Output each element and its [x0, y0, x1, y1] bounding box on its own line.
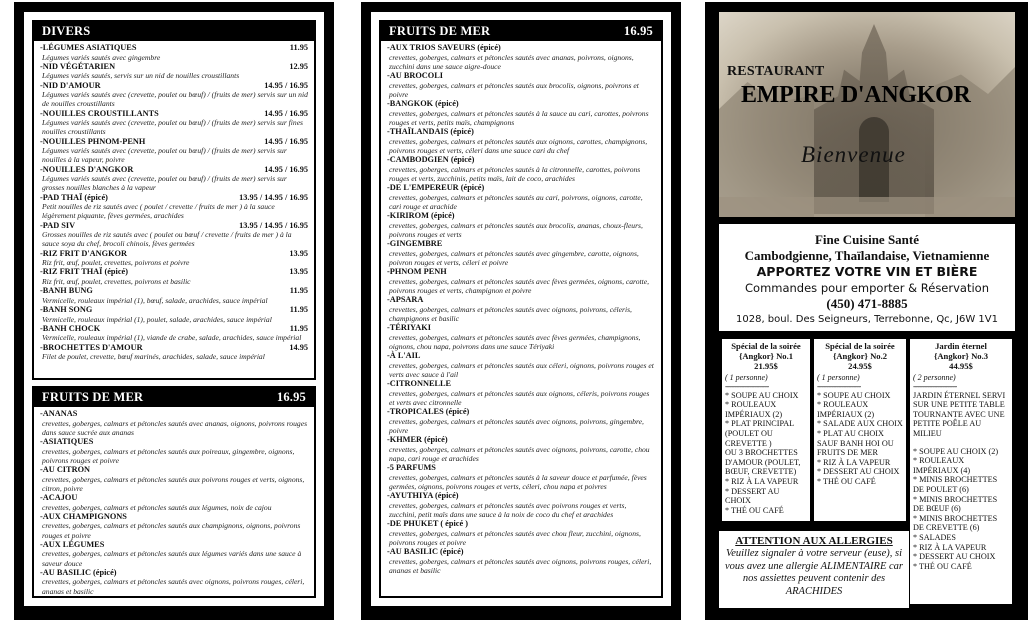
menu-item-name: -BROCHETTES D'AMOUR: [40, 342, 143, 352]
hero-banner: [719, 12, 1015, 217]
special-line: * SOUPE AU CHOIX: [817, 390, 891, 400]
menu-item-header: [387, 547, 655, 557]
menu-item-name: -KHMER (épicé): [387, 435, 448, 444]
menu-item: [40, 465, 308, 493]
menu-item-name: -LÉGUMES ASIATIQUES: [40, 43, 137, 52]
menu-item: [387, 379, 655, 407]
menu-item: [387, 351, 655, 379]
menu-panel-middle: [361, 2, 681, 620]
menu-item-price: 13.95 / 14.95 / 16.95: [239, 220, 308, 230]
special-price: 44.95$: [949, 361, 973, 371]
menu-item-price: 11.95: [289, 43, 308, 52]
menu-item-header: [387, 71, 655, 81]
menu-item-name: -RIZ FRIT D'ANGKOR: [40, 248, 127, 258]
special-subtitle: {Angkor} No.3: [933, 351, 989, 361]
special-line: * THÉ OU CAFÉ: [725, 505, 784, 515]
menu-item-description: Vermicelle, rouleaux impérial (1), bœuf, salade, arachides, sauce impérial: [42, 295, 268, 305]
special-price: 24.95$: [848, 361, 872, 371]
menu-item-name: -PAD THAÏ (épicé): [40, 192, 108, 202]
special-card: [910, 339, 1012, 604]
menu-item-description: crevettes, goberges, calmars et pétoncles sautés aux champignons, oignons, poivrons rouges et poivre: [42, 521, 301, 540]
menu-item-header: [387, 463, 655, 473]
menu-item-name: -DE PHUKET ( épicé ): [387, 519, 468, 528]
menu-item-description: crevettes, goberges, calmars et pétoncles sautés avec fèves germées, oignons, carotte, poivrons rouges et verts, champignon et poivre: [389, 276, 650, 295]
menu-item-name: -APSARA: [387, 295, 424, 304]
menu-item: [40, 193, 308, 221]
menu-item: [40, 109, 308, 137]
menu-item-price: 14.95 / 16.95: [264, 80, 308, 90]
menu-item-name: -GINGEMBRE: [387, 239, 443, 248]
special-subtitle: {Angkor} No.1: [738, 351, 794, 361]
special-line: * MINIS BROCHETTES DE POULET (6): [913, 475, 998, 494]
menu-item-price: 13.95: [289, 267, 308, 277]
special-title: Jardin éternel: [935, 341, 987, 351]
menu-item-description: crevettes, goberges, calmars et pétoncles sautés avec oignons, poivrons, céleris, champignons et basilic: [389, 304, 632, 323]
menu-item-header: [387, 267, 655, 277]
menu-item-header: [40, 286, 308, 296]
menu-item: [387, 323, 655, 351]
menu-item-name: -AUX CHAMPIGNONS: [40, 511, 127, 521]
section-fruits-de-mer: [32, 386, 316, 598]
special-persons: ( 1 personne): [725, 373, 768, 382]
section-title: DIVERS: [42, 24, 91, 38]
menu-item-description: crevettes, goberges, calmars et pétoncles sautés à la sauce au cari, carottes, poivrons rouges et verts, petits maïs, champignons: [389, 108, 649, 127]
menu-item-description: crevettes, goberges, calmars et pétoncles sautés avec oignons, poivrons rouges, céleri, ananas et basilic: [389, 556, 652, 575]
menu-item-name: -BANH CHOCK: [40, 323, 101, 333]
menu-item-description: Grosses nouilles de riz sautés avec ( poulet ou bœuf / crevette / fruits de mer ) à la sauce soya du chef, brocoli chinois, fèves germées: [42, 230, 292, 249]
menu-item: [387, 155, 655, 183]
menu-item-description: crevettes, goberges, calmars et pétoncles sautés aux brocolis, oignons, poivrons et poivre: [389, 80, 639, 99]
menu-item: [387, 547, 655, 575]
menu-item-description: Filet de poulet, crevette, bœuf marinés, arachides, salade, sauce impérial: [42, 352, 265, 362]
menu-item-header: [40, 512, 308, 522]
menu-item-name: -CITRONNELLE: [387, 379, 452, 388]
menu-item-header: [387, 99, 655, 109]
menu-item-header: [40, 193, 308, 203]
restaurant-label: RESTAURANT: [727, 64, 825, 79]
section-price: 16.95: [623, 24, 653, 38]
menu-item-description: crevettes, goberges, calmars et pétoncles sautés à la saveur douce et parfumée, fèves germées, oignons, poivrons rouges et verts, céleri, chou napa et poivres: [389, 472, 647, 491]
menu-item-name: -NID VÉGÉTARIEN: [40, 61, 116, 71]
menu-item: [387, 183, 655, 211]
allergy-notice: [719, 528, 909, 608]
section-header: [34, 22, 314, 41]
special-line: * SOUPE AU CHOIX (2): [913, 446, 999, 456]
menu-item: [40, 249, 308, 268]
menu-item-name: -PHNOM PENH: [387, 267, 447, 276]
menu-item-name: -ANANAS: [40, 409, 78, 418]
special-separator: --------------------------: [725, 382, 769, 391]
menu-item-description: Légumes variés sautés avec (crevette, poulet ou bœuf) / (fruits de mer) servis sur grosses nouilles blanches à la vapeur: [42, 174, 287, 193]
phone-number: (450) 471-8885: [826, 296, 908, 311]
menu-item: [387, 239, 655, 267]
section-fruits-de-mer: [379, 20, 663, 598]
menu-item-description: Légumes variés sautés avec (crevette, poulet ou bœuf) / (fruits de mer) servis sur un nid de nouilles croustillants: [42, 90, 308, 109]
restaurant-name: EMPIRE D'ANGKOR: [741, 82, 971, 108]
menu-item-description: crevettes, goberges, calmars et pétoncles sautés au cari, poivrons, oignons, carotte, cari rouge et arachide: [389, 192, 643, 211]
menu-item-list: [34, 407, 314, 596]
menu-item-header: [40, 409, 308, 419]
special-line: * ROULEAUX IMPÉRIAUX (2): [817, 400, 875, 419]
special-line: * SALADE AUX CHOIX: [817, 419, 903, 429]
welcome-text: Bienvenue: [801, 142, 906, 167]
menu-item-header: [40, 62, 308, 72]
special-card: [722, 339, 810, 521]
menu-item-header: [387, 183, 655, 193]
menu-item-name: -RIZ FRIT THAÏ (épicé): [40, 267, 128, 277]
menu-item-name: -KIRIROM (épicé): [387, 211, 455, 220]
menu-item-header: [40, 267, 308, 277]
menu-item: [40, 267, 308, 286]
menu-item-name: -NOUILLES PHNOM-PENH: [40, 136, 146, 146]
restaurant-info: [719, 224, 1015, 331]
menu-item: [40, 437, 308, 465]
cuisine-types: Cambodgienne, Thaïlandaise, Vietnamienne: [744, 248, 990, 263]
menu-item-header: [40, 81, 308, 91]
special-persons: ( 2 personne): [913, 373, 956, 382]
section-price: 16.95: [276, 390, 306, 404]
menu-item-name: -AU BROCOLI: [387, 71, 444, 80]
menu-item-list: [381, 41, 661, 575]
menu-item: [40, 81, 308, 109]
menu-item-header: [40, 165, 308, 175]
menu-item-name: -AU CITRON: [40, 465, 91, 474]
menu-item-price: 14.95 / 16.95: [264, 164, 308, 174]
menu-box: [32, 20, 316, 598]
menu-item-name: -ASIATIQUES: [40, 437, 94, 446]
menu-item-header: [40, 343, 308, 353]
menu-item-description: crevettes, goberges, calmars et pétoncles sautés aux poivrons rouges et verts, oignons, citron, poivre: [42, 474, 305, 493]
menu-item-header: [40, 137, 308, 147]
menu-item-name: -THAÏLANDAIS (épicé): [387, 127, 474, 136]
menu-item-header: [40, 109, 308, 119]
menu-item-description: crevettes, goberges, calmars et pétoncles sautés avec chou fleur, zucchini, oignons, poivrons rouges et poivre: [389, 528, 641, 547]
special-persons: ( 1 personne): [817, 373, 860, 382]
menu-item: [40, 343, 308, 362]
menu-item-description: Riz frit, œuf, poulet, crevettes, poivrons et basilic: [42, 276, 191, 286]
menu-item: [387, 435, 655, 463]
menu-item-price: 13.95: [289, 248, 308, 258]
menu-item-header: [40, 568, 308, 578]
menu-item: [387, 295, 655, 323]
menu-item-description: crevettes, goberges, calmars et pétoncles sautés aux légumes, noix de cajou: [42, 502, 272, 512]
allergy-text: Veuillez signaler à votre serveur (euse), si vous avez une allergie ALIMENTAIRE car nos assiettes peuvent contenir des ARACHIDES: [725, 548, 903, 597]
menu-item-name: -NOUILLES D'ANGKOR: [40, 164, 134, 174]
menu-item: [40, 512, 308, 540]
menu-item-price: 14.95: [289, 342, 308, 352]
menu-item-header: [40, 437, 308, 447]
section-header: [34, 388, 314, 407]
special-line: * ROULEAUX IMPÉRIAUX (2): [725, 400, 783, 419]
menu-item-description: crevettes, goberges, calmars et pétoncles sautés avec fèves germées, champignons, oignons, chou napa, poivrons dans une sauce Tériyaki: [389, 332, 641, 351]
special-line: * SALADES: [913, 532, 956, 542]
menu-item-name: -À L'AIL: [387, 351, 421, 360]
menu-item-header: [40, 249, 308, 259]
menu-item-header: [387, 491, 655, 501]
special-line: * DESSERT AU CHOIX: [725, 486, 780, 506]
menu-item: [40, 137, 308, 165]
menu-item-header: [40, 43, 308, 53]
menu-item: [40, 165, 308, 193]
menu-item-name: -ACAJOU: [40, 493, 78, 502]
menu-item-header: [387, 43, 655, 53]
special-separator: --------------------------: [817, 382, 861, 391]
menu-item: [40, 324, 308, 343]
byob-notice: APPORTEZ VOTRE VIN ET BIÈRE: [756, 264, 978, 279]
menu-item: [40, 62, 308, 81]
menu-item-name: -CAMBODGIEN (épicé): [387, 155, 475, 164]
menu-item-header: [40, 221, 308, 231]
special-line: * RIZ À LA VAPEUR: [817, 457, 891, 467]
address: 1028, boul. Des Seigneurs, Terrebonne, Qc, J6W 1V1: [736, 314, 998, 325]
menu-item-description: Légumes variés sautés avec (crevette, poulet ou bœuf) / (fruits de mer) servis sur nouilles à la vapeur, poivre: [42, 146, 287, 165]
menu-item-price: 14.95 / 16.95: [264, 108, 308, 118]
menu-item-price: 13.95 / 14.95 / 16.95: [239, 192, 308, 202]
special-line: * RIZ À LA VAPEUR: [725, 476, 799, 486]
menu-item-header: [40, 493, 308, 503]
menu-item: [40, 305, 308, 324]
menu-item-name: -TÉRIYAKI: [387, 323, 431, 332]
menu-item-list: [34, 41, 314, 361]
menu-item: [40, 540, 308, 568]
section-title: FRUITS DE MER: [389, 24, 491, 38]
special-price: 21.95$: [754, 361, 778, 371]
section-header: [381, 22, 661, 41]
special-line: * THÉ OU CAFÉ: [913, 561, 972, 571]
menu-item: [387, 463, 655, 491]
menu-item: [387, 211, 655, 239]
special-subtitle: {Angkor} No.2: [832, 351, 888, 361]
menu-item: [40, 286, 308, 305]
menu-item-name: -NID D'AMOUR: [40, 80, 101, 90]
menu-item-name: -AYUTHIYA (épicé): [387, 491, 459, 500]
menu-item-description: Vermicelle, rouleaux impérial (1), viande de crabe, salade, arachides, sauce impérial: [42, 333, 302, 343]
allergy-title: ATTENTION AUX ALLERGIES: [735, 535, 893, 547]
menu-item-name: -5 PARFUMS: [387, 463, 436, 472]
ground-illustration: [719, 197, 1015, 217]
menu-item-header: [40, 465, 308, 475]
menu-item-header: [387, 435, 655, 445]
menu-item-price: 11.95: [289, 323, 308, 333]
special-description: JARDIN ÉTERNEL SERVI SUR UNE PETITE TABLE TOURNANTE AVEC UNE PETITE POÊLE AU MILIEU: [913, 390, 1006, 438]
panel-inner: [24, 12, 324, 606]
menu-item-header: [387, 351, 655, 361]
special-line: * SOUPE AU CHOIX: [725, 390, 799, 400]
menu-item: [40, 409, 308, 437]
menu-item-header: [387, 407, 655, 417]
menu-item: [387, 519, 655, 547]
special-separator: --------------------------: [913, 382, 957, 391]
menu-item-header: [387, 239, 655, 249]
menu-item-description: crevettes, goberges, calmars et pétoncles sautés aux oignons, céleris, poivrons rouges et verts avec citronnelle: [389, 388, 650, 407]
takeout-notice: Commandes pour emporter & Réservation: [745, 281, 989, 295]
menu-item-header: [387, 211, 655, 221]
menu-item-name: -DE L'EMPEREUR (épicé): [387, 183, 485, 192]
menu-item: [387, 127, 655, 155]
menu-item: [40, 568, 308, 596]
menu-item-header: [40, 540, 308, 550]
menu-item-header: [387, 519, 655, 529]
special-line: * PLAT AU CHOIX SAUF BANH HOI OU FRUITS DE MER: [817, 428, 894, 458]
menu-item-price: 12.95: [289, 61, 308, 71]
special-title: Spécial de la soirée: [825, 341, 895, 351]
menu-item: [40, 221, 308, 249]
menu-item-name: -TROPICALES (épicé): [387, 407, 470, 416]
menu-item-description: crevettes, goberges, calmars et pétoncles sautés à la citronnelle, carottes, poivrons rouges et verts, zucchinis, petits maïs, lait de coco, arachides: [389, 164, 641, 183]
menu-item-description: crevettes, goberges, calmars et pétoncles sautés avec ananas, poivrons, oignons, zucchini dans une sauce aigre-douce: [389, 52, 634, 71]
special-line: * RIZ À LA VAPEUR: [913, 542, 987, 552]
menu-item-header: [387, 295, 655, 305]
menu-item-description: crevettes, goberges, calmars et pétoncles sautés avec oignons, poivrons, carotte, chou napa, cari rouge et arachides: [389, 444, 650, 463]
menu-item-name: -BANH SONG: [40, 304, 93, 314]
special-line: * DESSERT AU CHOIX: [913, 552, 996, 562]
menu-item-description: crevettes, goberges, calmars et pétoncles sautés aux légumes variés dans une sauce à saveur douce: [42, 549, 302, 568]
menu-item-description: Petit nouilles de riz sautés avec ( poulet / crevette / fruits de mer ) à la sauce légèrement piquante, fèves germées, arachides: [42, 202, 275, 221]
menu-item: [387, 99, 655, 127]
panel-inner: [371, 12, 671, 606]
menu-item-header: [387, 379, 655, 389]
menu-item-header: [387, 323, 655, 333]
menu-item-description: Légumes variés sautés avec gingembre: [42, 52, 161, 62]
special-line: * ROULEAUX IMPÉRIAUX (4): [913, 456, 971, 475]
menu-item: [40, 43, 308, 62]
menu-item-description: Vermicelle, rouleaux impérial (1), poulet, salade, arachides, sauce impérial: [42, 314, 272, 324]
menu-item-header: [40, 324, 308, 334]
section-title: FRUITS DE MER: [42, 390, 144, 404]
menu-item-name: -AU BASILIC (épicé): [387, 547, 464, 556]
cuisine-tagline: Fine Cuisine Santé: [814, 232, 919, 247]
special-line: * THÉ OU CAFÉ: [817, 476, 876, 486]
menu-item-description: crevettes, goberges, calmars et pétoncles sautés avec ananas, oignons, poivrons rouges dans sauce sucrée aux ananas: [42, 418, 308, 437]
menu-item-description: crevettes, goberges, calmars et pétoncles sautés aux oignons, carottes, champignons, poivrons rouges et verts, céleri dans une sauce cari du chef: [389, 136, 648, 155]
menu-item-header: [387, 155, 655, 165]
menu-item-header: [387, 127, 655, 137]
menu-item-name: -AU BASILIC (épicé): [40, 567, 117, 577]
menu-panel-right: [705, 2, 1028, 620]
menu-item-description: crevettes, goberges, calmars et pétoncles sautés avec poivrons rouges et verts, zucchini, petit maïs dans une sauce à la noix de coco du chef et arachides: [389, 500, 627, 519]
menu-item: [387, 407, 655, 435]
menu-item: [387, 491, 655, 519]
special-line: OU 3 BROCHETTES D'AMOUR (POULET, BŒUF, CREVETTE): [725, 448, 801, 477]
menu-panel-left: [14, 2, 334, 620]
menu-item-name: -AUX LÉGUMES: [40, 539, 105, 549]
menu-item-name: -BANH BUNG: [40, 286, 93, 296]
special-card: [814, 339, 906, 521]
menu-item-description: crevettes, goberges, calmars et pétoncles sautés aux poireaux, gingembre, oignons, poivrons rouges et poivre: [42, 446, 295, 465]
menu-item-description: crevettes, goberges, calmars et pétoncles sautés avec gingembre, carotte, oignons, poivron rouges et verts, céleri et poivre: [389, 248, 639, 267]
menu-item: [40, 493, 308, 512]
menu-item-description: Légumes variés sautés avec (crevette, poulet ou bœuf) / (fruits de mer) servis sur fines nouilles croustillants: [42, 118, 304, 137]
menu-item-name: -NOUILLES CROUSTILLANTS: [40, 108, 159, 118]
menu-item-description: crevettes, goberges, calmars et pétoncles sautés aux brocolis, ananas, choux-fleurs, poivrons rouges et verts: [389, 220, 643, 239]
section-divers: [32, 20, 316, 380]
menu-item-description: crevettes, goberges, calmars et pétoncles sautés aux céleri, oignons, poivrons rouges et verts avec sauce à l'ail: [389, 360, 654, 379]
menu-item-price: 11.95: [289, 286, 308, 296]
special-line: * MINIS BROCHETTES DE BŒUF (6): [913, 494, 998, 514]
menu-item-description: Légumes variés sautés, servis sur un nid de nouilles croustillants: [42, 71, 240, 81]
menu-item-description: crevettes, goberges, calmars et pétoncles sautés avec oignons, poivrons rouges, céleri, ananas et basilic: [42, 577, 305, 596]
menu-item: [387, 71, 655, 99]
menu-item-description: Riz frit, œuf, poulet, crevettes, poivrons et poivre: [42, 258, 190, 268]
special-line: * DESSERT AU CHOIX: [817, 467, 900, 477]
menu-item-price: 14.95 / 16.95: [264, 136, 308, 146]
menu-item: [387, 43, 655, 71]
menu-item-name: -AUX TRIOS SAVEURS (épicé): [387, 43, 501, 52]
menu-item-name: -BANGKOK (épicé): [387, 99, 459, 108]
menu-item-description: crevettes, goberges, calmars et pétoncles sautés avec oignons, poivrons, gingembre, poivre: [389, 416, 644, 435]
menu-item-price: 11.95: [289, 304, 308, 314]
menu-item-name: -PAD SIV: [40, 220, 76, 230]
menu-item-header: [40, 305, 308, 315]
menu-item: [387, 267, 655, 295]
special-title: Spécial de la soirée: [731, 341, 801, 351]
special-line: * PLAT PRINCIPAL (POULET OU CREVETTE ): [725, 419, 794, 448]
special-line: * MINIS BROCHETTES DE CREVETTE (6): [913, 513, 998, 533]
